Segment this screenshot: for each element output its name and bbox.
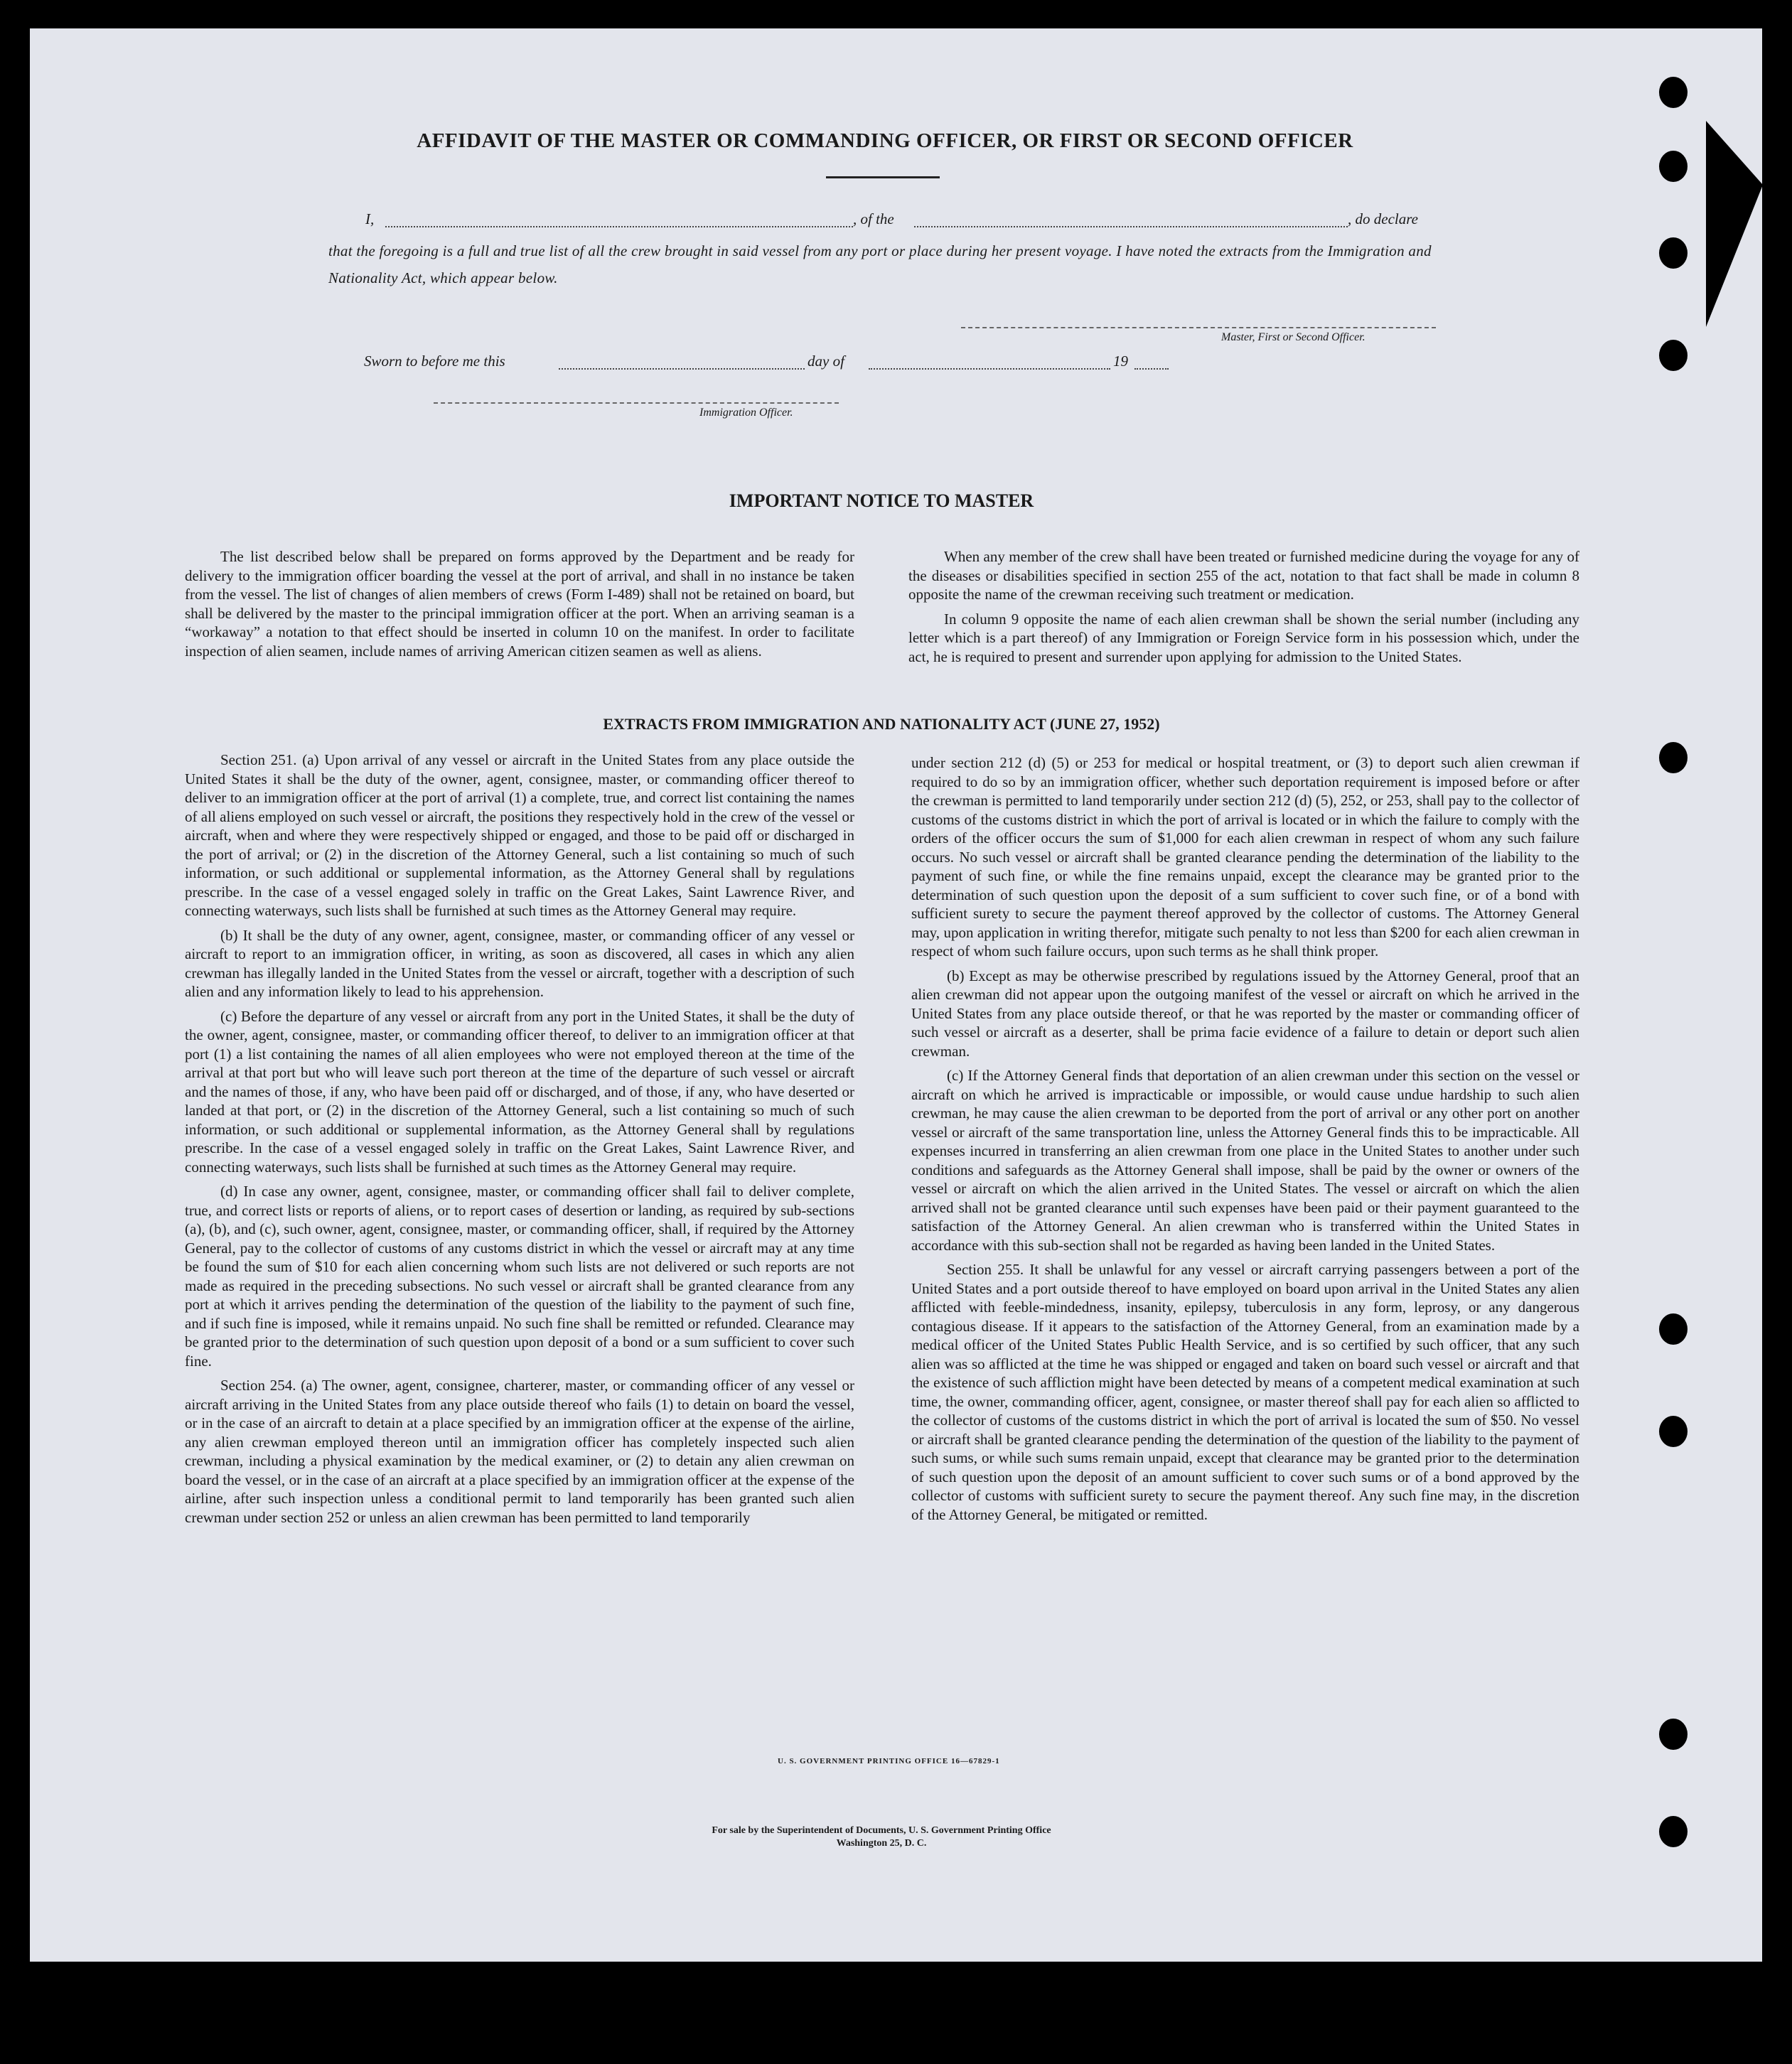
notice-right-column (908, 547, 1579, 672)
vessel-field[interactable] (914, 226, 1348, 227)
punch-hole (1659, 1719, 1688, 1750)
punch-hole (1659, 742, 1688, 773)
printing-office-mark: U. S. GOVERNMENT PRINTING OFFICE 16—67829-1 (778, 1757, 1000, 1765)
name-field[interactable] (385, 226, 853, 227)
sworn-day-field[interactable] (559, 368, 805, 370)
notice-title: IMPORTANT NOTICE TO MASTER (729, 490, 1034, 511)
extracts-title: EXTRACTS FROM IMMIGRATION AND NATIONALITY ACT (JUNE 27, 1952) (603, 715, 1160, 733)
sworn-label: Sworn to before me this (364, 353, 505, 370)
statute-paragraph: (d) In case any owner, agent, consignee, master, or commanding officer shall fail to deliver complete, true, and correct lists or reports of aliens, or to report cases of desertion or landing, as required by sub-sections (a), (b), and (c), such owner, agent, consignee, master, or commanding officer, shall, if required by the Attorney General, pay to the collector of customs of any customs district in which the vessel or aircraft may at any time be found the sum of $10 for each alien concerning whom such lists are not delivered or such reports are not made as required in the preceding subsections. No such vessel or aircraft shall be granted clearance from any port at which it arrives pending the determination of the question of the liability to the payment of such fine, and if such fine is imposed, while it remains unpaid. No such fine shall be remitted or refunded. Clearance may be granted prior to the determination of such question upon deposit of a bond or a sum sufficient to cover such fine. (185, 1183, 854, 1370)
statute-paragraph: (b) Except as may be otherwise prescribed by regulations issued by the Attorney General, proof that an alien crewman did not appear upon the outgoing manifest of the vessel or aircraft on which he arrived in the United States from any place outside thereof, or that he was reported by the master or commanding officer of such vessel or aircraft as a deserter, shall be prima facie evidence of a failure to detain or deport such alien crewman. (911, 967, 1579, 1060)
affidavit-title: AFFIDAVIT OF THE MASTER OR COMMANDING OFFICER, OR FIRST OR SECOND OFFICER (417, 129, 1353, 152)
footer (626, 1824, 1137, 1850)
statute-paragraph: (c) If the Attorney General finds that deportation of an alien crewman under this section on the vessel or aircraft on which he arrived is impracticable or impossible, or would cause undue hardship to such alien crewman, he may cause the alien crewman to be deported from the port of arrival or any other port on another vessel or aircraft of the same transportation line, unless the Attorney General finds this to be impracticable. All expenses incurred in transferring an alien crewman from one place in the United States to another under such conditions and safeguards as the Attorney General shall impose, shall be paid by the owner or owners of the vessel or aircraft on which the alien arrived in the United States. The vessel or aircraft on which the alien arrived shall not be granted clearance until such expenses have been paid or their payment guaranteed to the satisfaction of the Attorney General. An alien crewman who is transferred within the United States in accordance with this sub-section shall not be regarded as having been landed in the United States. (911, 1067, 1579, 1254)
year-label: 19 (1113, 353, 1128, 370)
title-rule (826, 176, 940, 178)
i-label: I, (365, 210, 375, 227)
sworn-month-field[interactable] (869, 368, 1110, 370)
notice-paragraph: When any member of the crew shall have been treated or furnished medicine during the voyage for any of the diseases or disabilities specified in section 255 of the act, notation to that fact shall be made in column 8 opposite the name of the crewman receiving such treatment or medication. (908, 548, 1579, 603)
notice-paragraph: In column 9 opposite the name of each alien crewman shall be shown the serial number (including any letter which is a part thereof) of any Immigration or Foreign Service form in his possession which, under the act, he is required to present and surrender upon applying for admission to the United States. (908, 610, 1579, 665)
statute-paragraph: (b) It shall be the duty of any owner, agent, consignee, master, or commanding officer of any vessel or aircraft to report to an immigration officer, in writing, as soon as discovered, all cases in which any alien crewman has illegally landed in the United States from the vessel or aircraft, together with a description of such alien and any information likely to lead to his apprehension. (185, 926, 854, 1000)
do-declare-label: , do declare (1348, 210, 1418, 227)
immigration-officer-label: Immigration Officer. (699, 407, 793, 419)
statute-paragraph: Section 255. It shall be unlawful for any vessel or aircraft carrying passengers between a port of the United States and a port outside thereof to have employed on board upon arrival in the United States any alien afflicted with feeble-mindedness, insanity, epilepsy, tuberculosis in any form, leprosy, or any dangerous contagious disease. If it appears to the satisfaction of the Attorney General, from an examination made by a medical officer of the United States Public Health Service, and is so certified by such officer, that any such alien was so afflicted at the time he was shipped or engaged and taken on board such vessel or aircraft and that the existence of such affliction might have been detected by means of a competent medical examination at such time, the owner, commanding officer, agent, consignee, or master thereof shall pay for each alien so afflicted to the collector of customs of the customs district in which the port of arrival is located the sum of $50. No vessel or aircraft shall be granted clearance pending the determination of the question of the liability to the payment of such sums, or while such sums remain unpaid, except that clearance may be granted prior to the determination of such question upon the deposit of an amount sufficient to cover such sums or of a bond approved by the collector of customs with sufficient surety to secure the payment thereof. Any such fine may, in the discretion of the Attorney General, be mitigated or remitted. (911, 1261, 1579, 1523)
punch-hole (1659, 77, 1688, 108)
punch-hole (1659, 340, 1688, 371)
sworn-year-field[interactable] (1134, 368, 1169, 370)
torn-corner (1706, 121, 1763, 327)
statute-paragraph: (c) Before the departure of any vessel or aircraft from any port in the United States, it shall be the duty of the owner, agent, consignee, master, or commanding officer thereof, to deliver to an immigration officer at that port (1) a list containing the names of all alien employees who were not employed thereon at the time of the arrival at that port but who will leave such port thereon at the time of the departure of such vessel or aircraft and the names of those, if any, who have been paid off or discharged, and of those, if any, who have deserted or landed at that port, or (2) in the discretion of the Attorney General, such a list containing so much of such information, or such additional or supplemental information, as the Attorney General shall by regulations prescribe. In the case of a vessel engaged solely in traffic on the Great Lakes, Saint Lawrence River, and connecting waterways, such lists shall be furnished at such times as the Attorney General may require. (185, 1007, 854, 1176)
immigration-officer-line[interactable] (434, 402, 839, 404)
statute-paragraph: Section 254. (a) The owner, agent, consignee, charterer, master, or commanding officer of any vessel or aircraft arriving in the United States from any place outside thereof who fails (1) to detain on board the vessel, or in the case of an aircraft to detain at a place specified by an immigration officer at the expense of the airline, any alien crewman employed thereon until an immigration officer has completely inspected such alien crewman, including a physical examination by the medical examiner, or (2) to detain any alien crewman on board the vessel, or in the case of an aircraft at a place specified by an immigration officer at the expense of the airline, after such inspection unless a conditional permit to land temporarily has been granted such alien crewman under section 252 or unless an alien crewman has been permitted to land temporarily (185, 1377, 854, 1526)
punch-hole (1659, 1816, 1688, 1847)
footer-line: Washington 25, D. C. (836, 1838, 927, 1849)
master-signature-line[interactable] (961, 327, 1436, 328)
notice-paragraph: The list described below shall be prepared on forms approved by the Department and be ready for delivery to the immigration officer boarding the vessel at the port of arrival, and shall in no instance be taken from the vessel. The list of changes of alien members of crews (Form I-489) shall not be retained on board, but shall be delivered by the master to the principal immigration officer at the port. When an arriving seaman is a “workaway” a notation to that effect should be inserted in column 10 on the manifest. In order to facilitate inspection of alien seamen, include names of arriving American citizen seamen as well as aliens. (185, 548, 854, 660)
declaration-text: that the foregoing is a full and true list of all the crew brought in said vessel from any port or place during her present voyage. I have noted the extracts from the Immigration and Nationality Act, which appear below. (328, 242, 1432, 286)
master-signature-label: Master, First or Second Officer. (1221, 331, 1366, 343)
statute-paragraph: under section 212 (d) (5) or 253 for medical or hospital treatment, or (3) to deport such alien crewman if required to do so by an immigration officer, whether such deportation requirement is imposed before or after the crewman is permitted to land temporarily under section 212 (d) (5), 252, or 253, shall pay to the collector of customs of the customs district in which the port of arrival is located or in which the failure to comply with the orders of the officer occurs the sum of $1,000 for each alien crewman in respect of whom any such failure occurs. No such vessel or aircraft shall be granted clearance pending the determination of the liability to the payment of such fine, or while the fine remains unpaid, except the clearance may be granted prior to the determination of such question upon the deposit of a sum sufficient to cover such fine, or of a bond with sufficient surety to secure the payment thereof approved by the collector of customs. The Attorney General may, upon application in writing therefor, mitigate such penalty to not less than $200 for each alien crewman in respect of whom such failure occurs, upon such terms as he shall think proper. (911, 754, 1579, 960)
statute-paragraph: Section 251. (a) Upon arrival of any vessel or aircraft in the United States from any place outside the United States it shall be the duty of the owner, agent, consignee, master, or commanding officer thereof to deliver to an immigration officer at the port of arrival (1) a complete, true, and correct list containing the names of all aliens employed on such vessel or aircraft, the positions they respectively hold in the crew of the vessel or aircraft, when and where they were respectively shipped or engaged, and those to be paid off or discharged in the port of arrival; or (2) in the discretion of the Attorney General, such a list containing so much of such information, or such additional or supplemental information, as the Attorney General shall by regulations prescribe. In the case of a vessel engaged solely in traffic on the Great Lakes, Saint Lawrence River, and connecting waterways, such lists shall be furnished at such times as the Attorney General may require. (185, 751, 854, 919)
extracts-right-column (911, 753, 1579, 1530)
notice-left-column (185, 547, 854, 666)
footer-line: For sale by the Superintendent of Documents, U. S. Government Printing Office (712, 1825, 1051, 1836)
punch-hole (1659, 1313, 1688, 1345)
extracts-left-column (185, 751, 854, 1532)
punch-hole (1659, 237, 1688, 269)
of-the-label: , of the (853, 210, 894, 227)
punch-hole (1659, 1416, 1688, 1447)
day-of-label: day of (808, 353, 844, 370)
punch-hole (1659, 151, 1688, 182)
